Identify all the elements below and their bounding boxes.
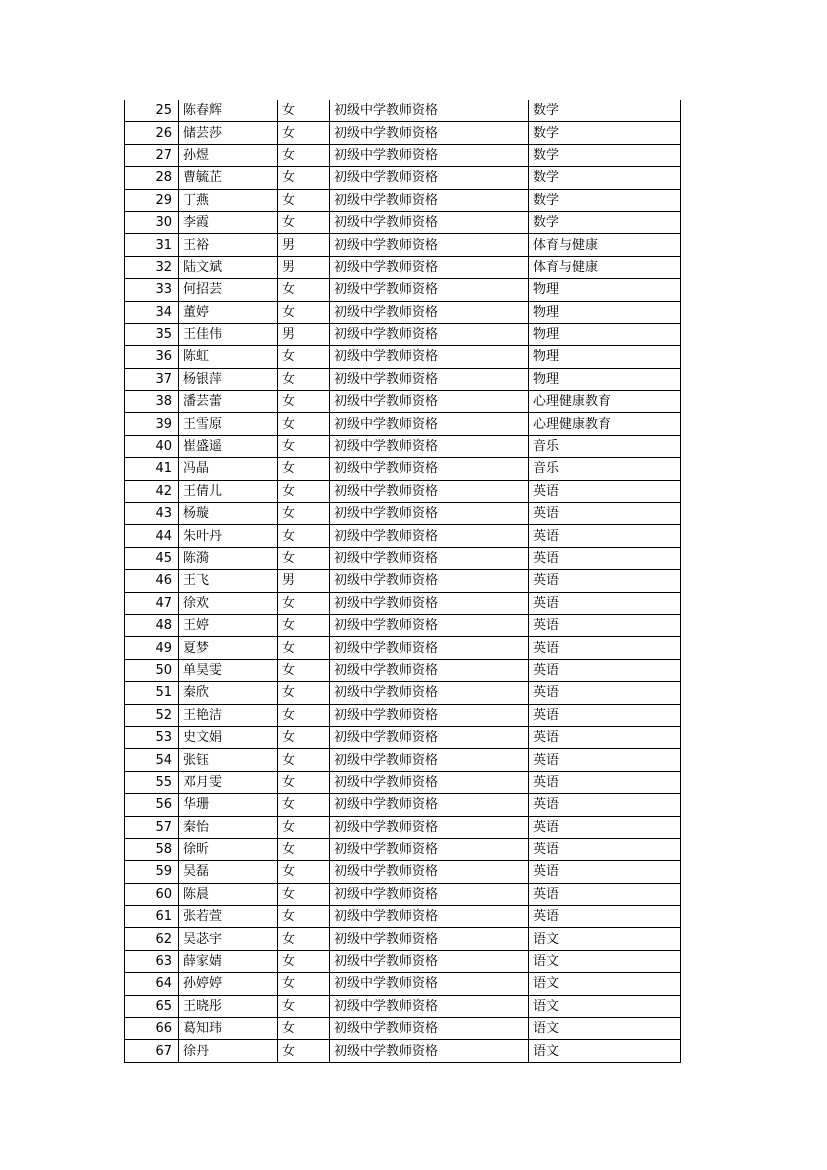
row-number-cell: 55 (125, 771, 179, 793)
qualification-cell: 初级中学教师资格 (330, 906, 529, 928)
name-cell: 何招芸 (179, 279, 278, 301)
name-cell: 孙婷婷 (179, 973, 278, 995)
gender-cell: 男 (278, 570, 330, 592)
qualification-cell: 初级中学教师资格 (330, 234, 529, 256)
qualification-cell: 初级中学教师资格 (330, 704, 529, 726)
qualification-cell: 初级中学教师资格 (330, 525, 529, 547)
row-number-cell: 52 (125, 704, 179, 726)
row-number-cell: 31 (125, 234, 179, 256)
subject-cell: 语文 (529, 1018, 681, 1040)
name-cell: 张钰 (179, 749, 278, 771)
table-row (125, 480, 681, 502)
row-number-cell: 27 (125, 144, 179, 166)
row-number-cell: 59 (125, 861, 179, 883)
gender-cell: 女 (278, 861, 330, 883)
qualification-cell: 初级中学教师资格 (330, 189, 529, 211)
row-number-cell: 56 (125, 794, 179, 816)
gender-cell: 男 (278, 256, 330, 278)
row-number-cell: 51 (125, 682, 179, 704)
subject-cell: 英语 (529, 659, 681, 681)
row-number-cell: 35 (125, 323, 179, 345)
subject-cell: 物理 (529, 323, 681, 345)
table-row (125, 570, 681, 592)
qualification-cell: 初级中学教师资格 (330, 435, 529, 457)
gender-cell: 女 (278, 1040, 330, 1062)
table-row (125, 906, 681, 928)
qualification-cell: 初级中学教师资格 (330, 480, 529, 502)
qualification-cell: 初级中学教师资格 (330, 100, 529, 122)
table-row (125, 614, 681, 636)
table-body (125, 100, 681, 1062)
gender-cell: 女 (278, 100, 330, 122)
gender-cell: 女 (278, 726, 330, 748)
qualification-cell: 初级中学教师资格 (330, 547, 529, 569)
subject-cell: 英语 (529, 704, 681, 726)
row-number-cell: 66 (125, 1018, 179, 1040)
row-number-cell: 43 (125, 503, 179, 525)
name-cell: 孙煜 (179, 144, 278, 166)
table-row (125, 950, 681, 972)
name-cell: 徐丹 (179, 1040, 278, 1062)
table-row (125, 435, 681, 457)
subject-cell: 语文 (529, 995, 681, 1017)
qualification-cell: 初级中学教师资格 (330, 256, 529, 278)
name-cell: 单昊雯 (179, 659, 278, 681)
subject-cell: 英语 (529, 547, 681, 569)
gender-cell: 女 (278, 144, 330, 166)
name-cell: 王婷 (179, 614, 278, 636)
subject-cell: 英语 (529, 883, 681, 905)
subject-cell: 心理健康教育 (529, 413, 681, 435)
subject-cell: 英语 (529, 749, 681, 771)
name-cell: 陈春辉 (179, 100, 278, 122)
row-number-cell: 61 (125, 906, 179, 928)
table-row (125, 458, 681, 480)
qualification-cell: 初级中学教师资格 (330, 973, 529, 995)
qualification-cell: 初级中学教师资格 (330, 637, 529, 659)
subject-cell: 英语 (529, 726, 681, 748)
subject-cell: 语文 (529, 1040, 681, 1062)
qualification-cell: 初级中学教师资格 (330, 570, 529, 592)
name-cell: 储芸莎 (179, 122, 278, 144)
row-number-cell: 63 (125, 950, 179, 972)
gender-cell: 女 (278, 794, 330, 816)
name-cell: 徐昕 (179, 838, 278, 860)
row-number-cell: 47 (125, 592, 179, 614)
table-row (125, 973, 681, 995)
subject-cell: 数学 (529, 144, 681, 166)
subject-cell: 物理 (529, 301, 681, 323)
subject-cell: 英语 (529, 592, 681, 614)
subject-cell: 英语 (529, 816, 681, 838)
gender-cell: 女 (278, 167, 330, 189)
name-cell: 吴磊 (179, 861, 278, 883)
row-number-cell: 38 (125, 391, 179, 413)
gender-cell: 女 (278, 704, 330, 726)
qualification-cell: 初级中学教师资格 (330, 794, 529, 816)
name-cell: 王艳洁 (179, 704, 278, 726)
name-cell: 王雪原 (179, 413, 278, 435)
table-row (125, 816, 681, 838)
subject-cell: 数学 (529, 189, 681, 211)
row-number-cell: 45 (125, 547, 179, 569)
qualification-cell: 初级中学教师资格 (330, 211, 529, 233)
qualification-cell: 初级中学教师资格 (330, 950, 529, 972)
name-cell: 陈漪 (179, 547, 278, 569)
row-number-cell: 46 (125, 570, 179, 592)
gender-cell: 女 (278, 211, 330, 233)
subject-cell: 物理 (529, 279, 681, 301)
row-number-cell: 54 (125, 749, 179, 771)
name-cell: 秦怡 (179, 816, 278, 838)
table-row (125, 928, 681, 950)
gender-cell: 女 (278, 614, 330, 636)
subject-cell: 英语 (529, 637, 681, 659)
name-cell: 邓月雯 (179, 771, 278, 793)
qualification-cell: 初级中学教师资格 (330, 928, 529, 950)
name-cell: 李霞 (179, 211, 278, 233)
name-cell: 王倩儿 (179, 480, 278, 502)
name-cell: 陈虹 (179, 346, 278, 368)
subject-cell: 英语 (529, 861, 681, 883)
name-cell: 王裕 (179, 234, 278, 256)
subject-cell: 语文 (529, 928, 681, 950)
name-cell: 崔盛遥 (179, 435, 278, 457)
qualification-cell: 初级中学教师资格 (330, 749, 529, 771)
gender-cell: 女 (278, 122, 330, 144)
subject-cell: 数学 (529, 122, 681, 144)
gender-cell: 女 (278, 480, 330, 502)
subject-cell: 物理 (529, 346, 681, 368)
row-number-cell: 25 (125, 100, 179, 122)
gender-cell: 女 (278, 301, 330, 323)
name-cell: 曹毓芷 (179, 167, 278, 189)
name-cell: 董婷 (179, 301, 278, 323)
name-cell: 夏梦 (179, 637, 278, 659)
subject-cell: 数学 (529, 100, 681, 122)
subject-cell: 音乐 (529, 435, 681, 457)
gender-cell: 女 (278, 592, 330, 614)
table-row (125, 525, 681, 547)
gender-cell: 女 (278, 637, 330, 659)
qualification-cell: 初级中学教师资格 (330, 323, 529, 345)
qualification-cell: 初级中学教师资格 (330, 659, 529, 681)
subject-cell: 英语 (529, 794, 681, 816)
qualification-cell: 初级中学教师资格 (330, 503, 529, 525)
name-cell: 冯晶 (179, 458, 278, 480)
row-number-cell: 33 (125, 279, 179, 301)
row-number-cell: 67 (125, 1040, 179, 1062)
subject-cell: 英语 (529, 570, 681, 592)
table-row (125, 682, 681, 704)
subject-cell: 英语 (529, 906, 681, 928)
row-number-cell: 62 (125, 928, 179, 950)
qualification-cell: 初级中学教师资格 (330, 682, 529, 704)
teacher-qualification-table (124, 100, 681, 1063)
qualification-cell: 初级中学教师资格 (330, 771, 529, 793)
name-cell: 丁燕 (179, 189, 278, 211)
table-row (125, 391, 681, 413)
subject-cell: 音乐 (529, 458, 681, 480)
qualification-cell: 初级中学教师资格 (330, 368, 529, 390)
table-row (125, 726, 681, 748)
row-number-cell: 58 (125, 838, 179, 860)
table-row (125, 794, 681, 816)
subject-cell: 体育与健康 (529, 256, 681, 278)
row-number-cell: 26 (125, 122, 179, 144)
table-row (125, 279, 681, 301)
table-row (125, 883, 681, 905)
row-number-cell: 40 (125, 435, 179, 457)
qualification-cell: 初级中学教师资格 (330, 726, 529, 748)
gender-cell: 女 (278, 368, 330, 390)
table-row (125, 1040, 681, 1062)
row-number-cell: 64 (125, 973, 179, 995)
gender-cell: 女 (278, 503, 330, 525)
gender-cell: 女 (278, 906, 330, 928)
subject-cell: 语文 (529, 973, 681, 995)
row-number-cell: 65 (125, 995, 179, 1017)
gender-cell: 女 (278, 189, 330, 211)
table-row (125, 256, 681, 278)
table-row (125, 144, 681, 166)
table-row (125, 1018, 681, 1040)
table-row (125, 413, 681, 435)
qualification-cell: 初级中学教师资格 (330, 1040, 529, 1062)
row-number-cell: 49 (125, 637, 179, 659)
gender-cell: 女 (278, 950, 330, 972)
subject-cell: 物理 (529, 368, 681, 390)
name-cell: 王晓彤 (179, 995, 278, 1017)
qualification-cell: 初级中学教师资格 (330, 391, 529, 413)
row-number-cell: 42 (125, 480, 179, 502)
table-row (125, 704, 681, 726)
name-cell: 吴苾宇 (179, 928, 278, 950)
row-number-cell: 50 (125, 659, 179, 681)
table-row (125, 861, 681, 883)
subject-cell: 数学 (529, 167, 681, 189)
subject-cell: 英语 (529, 503, 681, 525)
row-number-cell: 53 (125, 726, 179, 748)
row-number-cell: 57 (125, 816, 179, 838)
subject-cell: 英语 (529, 682, 681, 704)
name-cell: 华珊 (179, 794, 278, 816)
name-cell: 史文娟 (179, 726, 278, 748)
name-cell: 陈晨 (179, 883, 278, 905)
gender-cell: 女 (278, 771, 330, 793)
gender-cell: 女 (278, 279, 330, 301)
table-row (125, 100, 681, 122)
qualification-cell: 初级中学教师资格 (330, 346, 529, 368)
qualification-cell: 初级中学教师资格 (330, 614, 529, 636)
gender-cell: 女 (278, 838, 330, 860)
row-number-cell: 32 (125, 256, 179, 278)
name-cell: 徐欢 (179, 592, 278, 614)
gender-cell: 女 (278, 659, 330, 681)
table-row (125, 547, 681, 569)
table-row (125, 503, 681, 525)
gender-cell: 女 (278, 995, 330, 1017)
qualification-cell: 初级中学教师资格 (330, 167, 529, 189)
row-number-cell: 30 (125, 211, 179, 233)
subject-cell: 语文 (529, 950, 681, 972)
gender-cell: 男 (278, 234, 330, 256)
gender-cell: 女 (278, 391, 330, 413)
gender-cell: 女 (278, 749, 330, 771)
name-cell: 杨璇 (179, 503, 278, 525)
row-number-cell: 48 (125, 614, 179, 636)
qualification-cell: 初级中学教师资格 (330, 301, 529, 323)
qualification-cell: 初级中学教师资格 (330, 279, 529, 301)
qualification-cell: 初级中学教师资格 (330, 838, 529, 860)
name-cell: 潘芸蕾 (179, 391, 278, 413)
gender-cell: 女 (278, 413, 330, 435)
gender-cell: 女 (278, 816, 330, 838)
table-row (125, 301, 681, 323)
table-row (125, 234, 681, 256)
name-cell: 薛家婧 (179, 950, 278, 972)
subject-cell: 英语 (529, 614, 681, 636)
row-number-cell: 36 (125, 346, 179, 368)
gender-cell: 女 (278, 1018, 330, 1040)
qualification-cell: 初级中学教师资格 (330, 1018, 529, 1040)
row-number-cell: 39 (125, 413, 179, 435)
qualification-cell: 初级中学教师资格 (330, 413, 529, 435)
gender-cell: 女 (278, 973, 330, 995)
subject-cell: 数学 (529, 211, 681, 233)
gender-cell: 女 (278, 458, 330, 480)
gender-cell: 女 (278, 547, 330, 569)
table-row (125, 749, 681, 771)
gender-cell: 女 (278, 883, 330, 905)
table-row (125, 771, 681, 793)
subject-cell: 体育与健康 (529, 234, 681, 256)
table-row (125, 346, 681, 368)
row-number-cell: 37 (125, 368, 179, 390)
subject-cell: 英语 (529, 771, 681, 793)
table-row (125, 838, 681, 860)
name-cell: 陆文斌 (179, 256, 278, 278)
row-number-cell: 34 (125, 301, 179, 323)
subject-cell: 英语 (529, 480, 681, 502)
gender-cell: 女 (278, 525, 330, 547)
qualification-cell: 初级中学教师资格 (330, 592, 529, 614)
subject-cell: 英语 (529, 525, 681, 547)
name-cell: 朱叶丹 (179, 525, 278, 547)
table-row (125, 368, 681, 390)
table-row (125, 211, 681, 233)
row-number-cell: 44 (125, 525, 179, 547)
gender-cell: 女 (278, 435, 330, 457)
row-number-cell: 41 (125, 458, 179, 480)
row-number-cell: 29 (125, 189, 179, 211)
name-cell: 葛知玮 (179, 1018, 278, 1040)
qualification-cell: 初级中学教师资格 (330, 861, 529, 883)
table-row (125, 323, 681, 345)
table-row (125, 592, 681, 614)
gender-cell: 女 (278, 682, 330, 704)
table-row (125, 659, 681, 681)
table-row (125, 995, 681, 1017)
name-cell: 杨银萍 (179, 368, 278, 390)
name-cell: 张若萱 (179, 906, 278, 928)
qualification-cell: 初级中学教师资格 (330, 816, 529, 838)
gender-cell: 女 (278, 928, 330, 950)
name-cell: 王佳伟 (179, 323, 278, 345)
gender-cell: 男 (278, 323, 330, 345)
subject-cell: 心理健康教育 (529, 391, 681, 413)
table-row (125, 167, 681, 189)
name-cell: 秦欣 (179, 682, 278, 704)
name-cell: 王飞 (179, 570, 278, 592)
table-row (125, 637, 681, 659)
subject-cell: 英语 (529, 838, 681, 860)
gender-cell: 女 (278, 346, 330, 368)
table-row (125, 189, 681, 211)
row-number-cell: 28 (125, 167, 179, 189)
qualification-cell: 初级中学教师资格 (330, 458, 529, 480)
row-number-cell: 60 (125, 883, 179, 905)
qualification-cell: 初级中学教师资格 (330, 883, 529, 905)
table-row (125, 122, 681, 144)
qualification-cell: 初级中学教师资格 (330, 122, 529, 144)
qualification-cell: 初级中学教师资格 (330, 144, 529, 166)
qualification-cell: 初级中学教师资格 (330, 995, 529, 1017)
